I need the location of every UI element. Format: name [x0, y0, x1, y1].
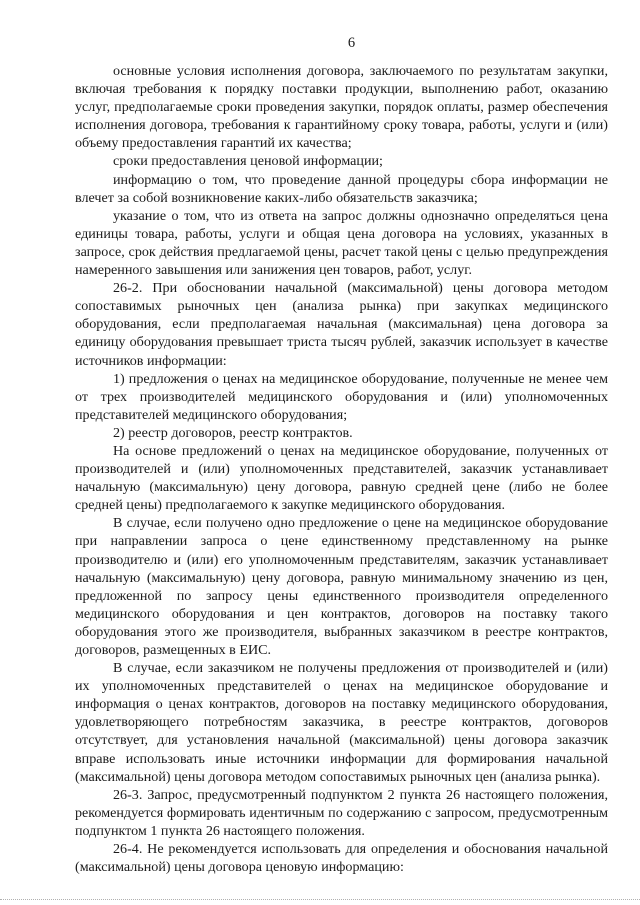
paragraph-single-offer: В случае, если получено одно предложение о цене на медицинское оборудование при направлении запроса о цене единственному представленному на рынке производителю и (или) его уполномоченным представителям, заказчик устанавливает начальную (максимальную) цену договора, равную минимальному значению из цен, предложенной по запросу цены единственного производителя определенного медицинского оборудования и цен контрактов, договоров на поставку такого оборудования этого же производителя, выбранных заказчиком в реестре контрактов, договоров, размещенных в ЕИС. [75, 515, 608, 658]
paragraph-no-obligations: информацию о том, что проведение данной процедуры сбора информации не влечет за собой возникновение каких-либо обязательств заказчика; [75, 171, 608, 206]
document-body [75, 62, 608, 876]
paragraph-source-2: 2) реестр договоров, реестр контрактов. [113, 424, 353, 441]
paragraph-26-2: 26-2. При обосновании начальной (максимальной) цены договора методом сопоставимых рыночных цен (анализа рынка) при закупках медицинского оборудования, если предполагаемая начальная (максимальная) цена договора за единицу оборудования превышает триста тысяч рублей, заказчик использует в качестве источников информации: [75, 280, 608, 369]
document-page [75, 34, 608, 876]
paragraph-price-info-deadline: сроки предоставления ценовой информации; [113, 153, 383, 170]
scan-edge-line [0, 899, 640, 901]
paragraph-26-3: 26-3. Запрос, предусмотренный подпунктом 2 пункта 26 настоящего положения, рекомендуется формировать идентичным по содержанию с запросом, предусмотренным подпунктом 1 пункта 26 настоящего положения. [75, 786, 608, 839]
page-number: 6 [347, 35, 356, 51]
paragraph-average-price: На основе предложений о ценах на медицинское оборудование, полученных от производителей и (или) уполномоченных представителей, заказчик устанавливает начальную (максимальную) цену договора, равную средней цене (либо не более средней цены) предполагаемого к закупке медицинского оборудования. [75, 442, 608, 514]
paragraph-source-1: 1) предложения о ценах на медицинское оборудование, полученные не менее чем от трех производителей медицинского оборудования и (или) уполномоченных представителей медицинского оборудования; [75, 370, 608, 423]
paragraph-26-4: 26-4. Не рекомендуется использовать для определения и обоснования начальной (максимальной) цены договора ценовую информацию: [75, 841, 608, 876]
paragraph-contract-conditions: основные условия исполнения договора, заключаемого по результатам закупки, включая требования к порядку поставки продукции, выполнению работ, оказанию услуг, предполагаемые сроки проведения закупки, порядок оплаты, размер обеспечения исполнения договора, требования к гарантийному сроку товара, работы, услуги и (или) объему предоставления гарантий их качества; [75, 63, 608, 152]
paragraph-unit-price-requirement: указание о том, что из ответа на запрос должны однозначно определяться цена единицы товара, работы, услуги и общая цена договора на условиях, указанных в запросе, срок действия предлагаемой цены, расчет такой цены с целью предупреждения намеренного завышения или занижения цен товаров, работ, услуг. [75, 207, 608, 279]
paragraph-no-offers: В случае, если заказчиком не получены предложения от производителей и (или) их уполномоченных представителей о ценах на медицинское оборудование и информация о ценах контрактов, договоров на поставку медицинского оборудования, удовлетворяющего потребностям заказчика, в реестре контрактов, договоров отсутствует, для установления начальной (максимальной) цены договора заказчик вправе использовать иные источники информации для формирования начальной (максимальной) цены договора методом сопоставимых рыночных цен (анализа рынка). [75, 660, 608, 785]
